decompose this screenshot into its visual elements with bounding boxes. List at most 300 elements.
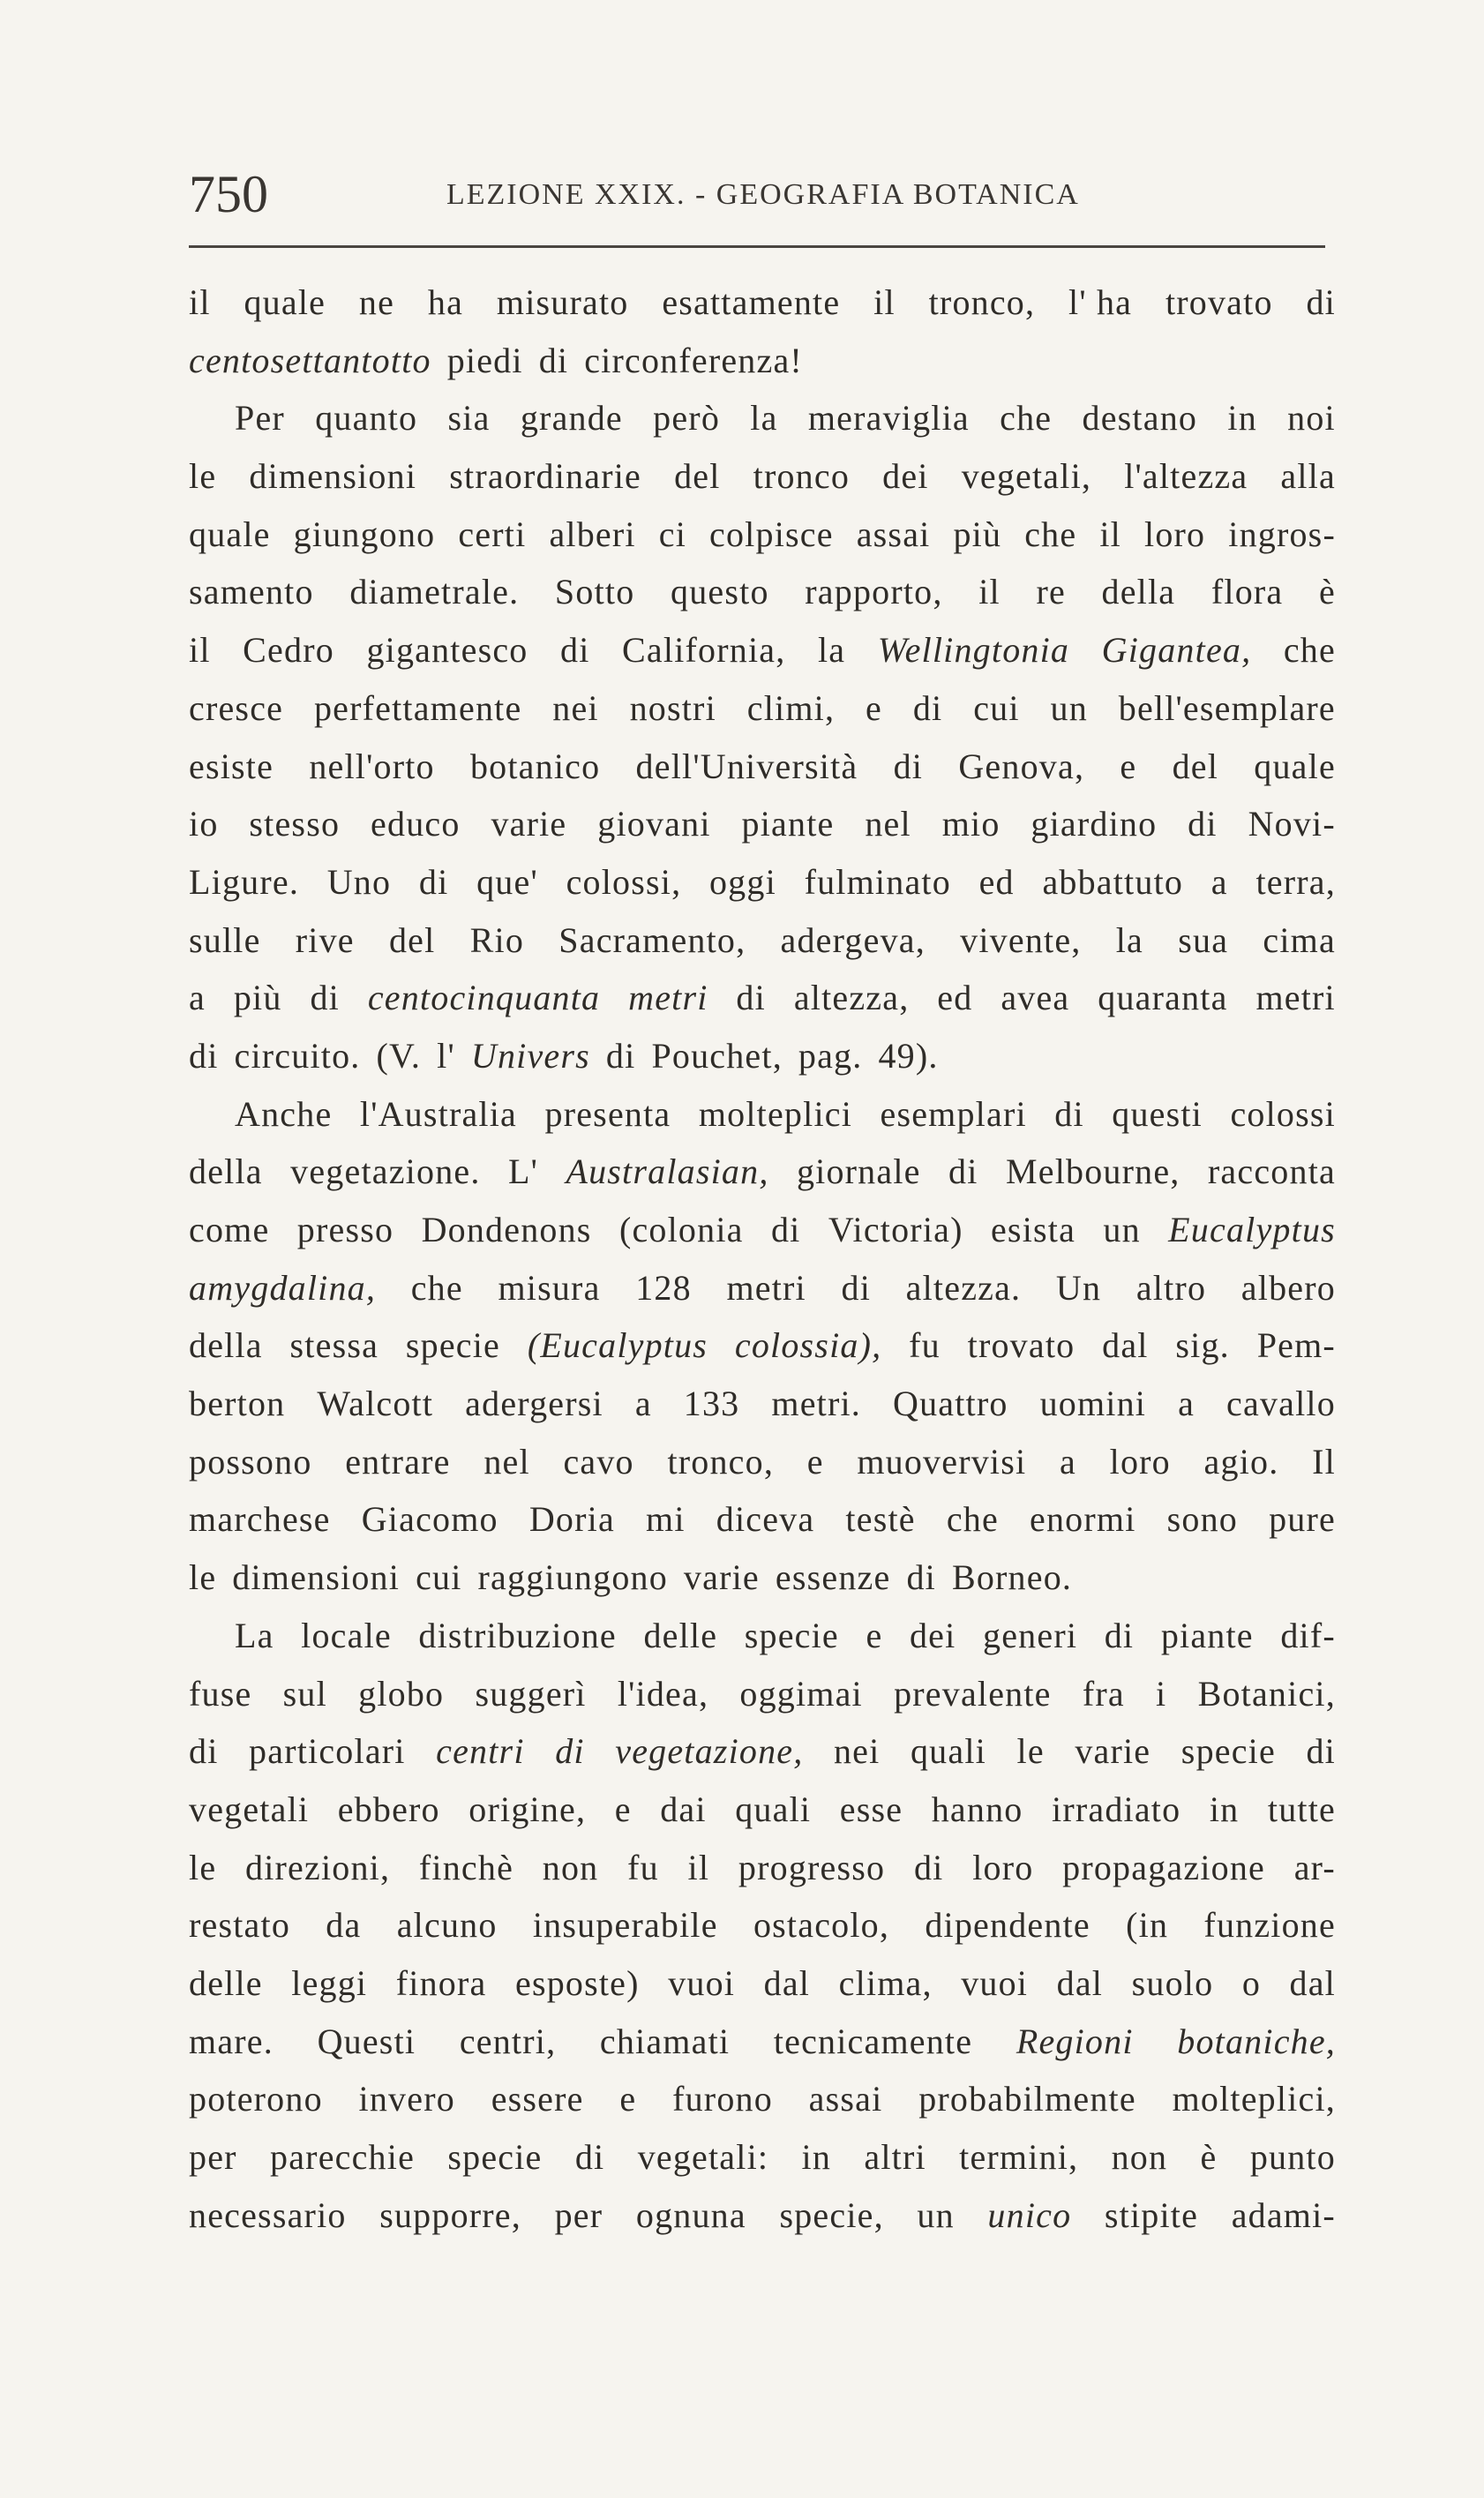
word: rapporto, bbox=[805, 572, 943, 612]
word: Cedro bbox=[243, 630, 334, 671]
word: prevalente bbox=[894, 1673, 1052, 1714]
word: per bbox=[554, 2194, 603, 2235]
text-line bbox=[189, 1549, 1353, 1607]
word: specie bbox=[405, 1325, 501, 1366]
word: oggi bbox=[708, 861, 776, 902]
word: Gigantea, bbox=[1101, 630, 1252, 671]
word: L' bbox=[507, 1151, 539, 1192]
word: fulminato bbox=[804, 861, 951, 902]
word: specie bbox=[1180, 1731, 1276, 1772]
text-line bbox=[189, 274, 1353, 332]
word: marchese bbox=[189, 1499, 331, 1540]
word: di bbox=[736, 978, 766, 1018]
word: Genova, bbox=[958, 746, 1085, 786]
word: centri bbox=[436, 1731, 525, 1772]
word: le bbox=[1016, 1731, 1045, 1772]
word: Botanici, bbox=[1197, 1673, 1336, 1714]
word: molteplici bbox=[698, 1093, 853, 1134]
word: pure bbox=[1269, 1499, 1336, 1540]
word: supporre, bbox=[379, 2194, 521, 2235]
word: restato bbox=[189, 1905, 291, 1946]
word: il bbox=[1099, 514, 1121, 554]
word: metri bbox=[726, 1267, 806, 1308]
text-line bbox=[189, 1317, 1353, 1375]
word: altezza. bbox=[905, 1267, 1022, 1308]
word: le bbox=[189, 456, 217, 497]
word: dai bbox=[660, 1789, 707, 1829]
word: che bbox=[1024, 514, 1077, 554]
word: fu bbox=[627, 1847, 659, 1887]
word: in bbox=[1209, 1789, 1240, 1829]
word: vegetazione, bbox=[615, 1731, 804, 1772]
word: vegetali: bbox=[637, 2137, 769, 2177]
word: leggi bbox=[291, 1962, 368, 2003]
word: centri, bbox=[459, 2021, 557, 2061]
word: l' ha bbox=[1068, 282, 1133, 322]
word: quanto bbox=[315, 398, 418, 439]
word: varie bbox=[491, 804, 567, 844]
word: vivente, bbox=[960, 919, 1082, 960]
word: noi bbox=[1287, 398, 1336, 439]
word: più bbox=[233, 978, 282, 1018]
word: piante bbox=[1160, 1615, 1254, 1655]
word: metri bbox=[628, 978, 708, 1018]
word: trovato bbox=[1165, 282, 1273, 322]
word: particolari bbox=[249, 1731, 406, 1772]
word: entrare bbox=[345, 1441, 451, 1482]
word: sia bbox=[447, 398, 491, 439]
word: che bbox=[946, 1499, 999, 1540]
word: alberi bbox=[549, 514, 636, 554]
word: metri. bbox=[771, 1384, 861, 1424]
word: io bbox=[189, 804, 219, 844]
word: varie bbox=[683, 1557, 760, 1598]
text-line bbox=[189, 1085, 1353, 1144]
word: la bbox=[1115, 919, 1144, 960]
running-head bbox=[189, 163, 1325, 225]
word: Univers bbox=[470, 1035, 590, 1076]
word: esista bbox=[990, 1210, 1076, 1249]
word: di bbox=[189, 1035, 219, 1076]
word: circuito. bbox=[234, 1035, 361, 1076]
word: que' bbox=[476, 861, 538, 902]
text-line bbox=[189, 1027, 1353, 1085]
word: assai bbox=[856, 514, 931, 554]
word: da bbox=[326, 1905, 362, 1946]
word: di bbox=[1054, 1093, 1084, 1134]
word: giardino bbox=[1031, 804, 1158, 844]
word: di bbox=[841, 1267, 872, 1308]
word: (in bbox=[1126, 1905, 1169, 1946]
text-line bbox=[189, 969, 1353, 1027]
word: misurato bbox=[496, 282, 629, 322]
word: chiamati bbox=[599, 2021, 731, 2061]
word: a bbox=[1178, 1384, 1195, 1424]
word: cavo bbox=[563, 1441, 634, 1482]
word: che bbox=[1283, 630, 1336, 671]
word: piedi bbox=[446, 340, 523, 380]
word: a bbox=[1060, 1441, 1076, 1482]
word: colpisce bbox=[709, 514, 834, 554]
word: dimensioni bbox=[232, 1557, 401, 1598]
word: origine, bbox=[468, 1789, 587, 1829]
word: (colonia bbox=[618, 1210, 744, 1249]
word: tronco, bbox=[667, 1441, 775, 1482]
word: Wellingtonia bbox=[877, 630, 1070, 671]
word: a bbox=[1210, 861, 1228, 902]
text-line bbox=[189, 447, 1353, 506]
word: esattamente bbox=[662, 282, 841, 322]
word: hanno bbox=[931, 1789, 1023, 1829]
word: assai bbox=[808, 2079, 883, 2119]
body-text bbox=[189, 274, 1353, 2244]
word: climi, bbox=[746, 687, 836, 728]
text-line bbox=[189, 1143, 1353, 1201]
word: varie bbox=[1075, 1731, 1151, 1772]
text-line bbox=[189, 2070, 1353, 2128]
word: questi bbox=[1112, 1093, 1203, 1134]
word: termini, bbox=[959, 2137, 1079, 2177]
text-line bbox=[189, 738, 1353, 796]
word: giornale bbox=[796, 1151, 921, 1192]
text-line bbox=[189, 2128, 1353, 2187]
word: probabilmente bbox=[918, 2079, 1136, 2119]
word: loro bbox=[1109, 1441, 1171, 1482]
word: botanico bbox=[469, 746, 601, 786]
word: un bbox=[1103, 1210, 1141, 1249]
word: sua bbox=[1178, 919, 1229, 960]
word: e bbox=[619, 2079, 637, 2119]
word: adami- bbox=[1231, 2194, 1336, 2235]
word: di bbox=[1104, 1615, 1135, 1655]
word: del bbox=[674, 456, 721, 497]
text-line bbox=[189, 563, 1353, 621]
word: presso bbox=[296, 1210, 394, 1249]
text-line bbox=[189, 1490, 1353, 1549]
word: il bbox=[189, 630, 211, 671]
word: di bbox=[418, 861, 449, 902]
word: Ligure. bbox=[189, 861, 300, 902]
word: 49). bbox=[878, 1035, 939, 1076]
word: agio. bbox=[1203, 1441, 1279, 1482]
word: come bbox=[189, 1210, 270, 1249]
word: altezza, bbox=[793, 978, 910, 1018]
word: di bbox=[189, 1731, 219, 1772]
word: di bbox=[538, 340, 569, 380]
word: dell'Università bbox=[635, 746, 858, 786]
word: le bbox=[189, 1557, 217, 1598]
word: raggiungono bbox=[477, 1557, 668, 1598]
word: della bbox=[189, 1151, 263, 1192]
word: un bbox=[917, 2194, 955, 2235]
word: flora bbox=[1210, 572, 1284, 612]
text-line bbox=[189, 1375, 1353, 1433]
text-line bbox=[189, 1896, 1353, 1954]
word: ed bbox=[978, 861, 1015, 902]
word: esse bbox=[839, 1789, 903, 1829]
word: esposte) bbox=[514, 1962, 640, 2003]
word: della bbox=[189, 1325, 263, 1366]
word: generi bbox=[983, 1615, 1078, 1655]
word: il bbox=[978, 572, 1001, 612]
word: quali bbox=[735, 1789, 812, 1829]
word: colossia), bbox=[734, 1325, 882, 1366]
word: grande bbox=[520, 398, 623, 439]
word: il bbox=[873, 282, 896, 322]
word: La bbox=[235, 1615, 274, 1655]
word: colossi, bbox=[566, 861, 682, 902]
word: l' bbox=[437, 1035, 455, 1076]
word: Per bbox=[235, 398, 285, 439]
word: educo bbox=[371, 804, 461, 844]
word: l'idea, bbox=[617, 1673, 709, 1714]
word: Dondenons bbox=[421, 1210, 592, 1249]
word: specie, bbox=[779, 2194, 884, 2235]
word: Regioni bbox=[1016, 2021, 1134, 2061]
word: di bbox=[913, 1847, 944, 1887]
word: per bbox=[189, 2137, 237, 2177]
word: di bbox=[1306, 1731, 1336, 1772]
word: direzioni, bbox=[245, 1847, 391, 1887]
word: vegetazione. bbox=[290, 1151, 481, 1192]
word: e bbox=[866, 687, 882, 728]
word: quale bbox=[1254, 746, 1336, 786]
word: perfettamente bbox=[313, 687, 522, 728]
word: punto bbox=[1249, 2137, 1336, 2177]
word: ne bbox=[358, 282, 395, 322]
word: finora bbox=[395, 1962, 487, 2003]
text-line bbox=[189, 2187, 1353, 2245]
word: dal bbox=[1056, 1962, 1104, 2003]
word: ostacolo, bbox=[753, 1905, 890, 1946]
word: straordinarie bbox=[449, 456, 641, 497]
word: a bbox=[189, 978, 206, 1018]
word: vegetali bbox=[189, 1789, 310, 1829]
word: Il bbox=[1312, 1441, 1336, 1482]
word: metri bbox=[1255, 978, 1336, 1018]
word: nostri bbox=[629, 687, 716, 728]
word: ed bbox=[937, 978, 973, 1018]
word: che bbox=[1000, 398, 1053, 439]
word: di bbox=[574, 2137, 605, 2177]
word: re bbox=[1036, 572, 1066, 612]
text-line bbox=[189, 1781, 1353, 1839]
word: necessario bbox=[189, 2194, 347, 2235]
header-rule bbox=[189, 245, 1325, 248]
word: Walcott bbox=[317, 1384, 434, 1424]
word: cresce bbox=[189, 687, 284, 728]
word: e bbox=[866, 1615, 883, 1655]
word: nel bbox=[483, 1441, 530, 1482]
word: dal bbox=[1289, 1962, 1336, 2003]
word: misura bbox=[498, 1267, 601, 1308]
word: Borneo. bbox=[951, 1557, 1073, 1598]
word: nell'orto bbox=[309, 746, 435, 786]
word: sono bbox=[1166, 1499, 1239, 1540]
text-line bbox=[189, 1259, 1353, 1317]
word: adergeva, bbox=[780, 919, 926, 960]
word: irradiato bbox=[1052, 1789, 1181, 1829]
word: bell'esemplare bbox=[1118, 687, 1336, 728]
word: quaranta bbox=[1098, 978, 1228, 1018]
word: nel bbox=[865, 804, 911, 844]
word: in bbox=[801, 2137, 832, 2177]
word: centocinquanta bbox=[367, 978, 601, 1018]
word: dimensioni bbox=[249, 456, 417, 497]
word: essere bbox=[491, 2079, 584, 2119]
word: 128 bbox=[635, 1267, 692, 1308]
text-line bbox=[189, 2013, 1353, 2071]
text-line bbox=[189, 1722, 1353, 1781]
word: fu bbox=[909, 1325, 941, 1366]
word: alcuno bbox=[396, 1905, 498, 1946]
word: propagazione bbox=[1062, 1847, 1265, 1887]
word: di bbox=[605, 1035, 636, 1076]
word: samento bbox=[189, 572, 314, 612]
word: racconta bbox=[1207, 1151, 1336, 1192]
word: la bbox=[750, 398, 778, 439]
text-line bbox=[189, 679, 1353, 738]
word: di bbox=[948, 1151, 978, 1192]
word: 133 bbox=[683, 1384, 740, 1424]
word: altro bbox=[1135, 1267, 1207, 1308]
word: fra bbox=[1082, 1673, 1125, 1714]
word: colossi bbox=[1230, 1093, 1336, 1134]
word: cui bbox=[973, 687, 1020, 728]
word: Rio bbox=[469, 919, 525, 960]
word: tronco, bbox=[928, 282, 1036, 322]
word: non bbox=[542, 1847, 599, 1887]
word: rive bbox=[295, 919, 355, 960]
text-line bbox=[189, 1839, 1353, 1897]
word: meraviglia bbox=[807, 398, 970, 439]
word: gigantesco bbox=[366, 630, 528, 671]
word: dal bbox=[1102, 1325, 1149, 1366]
word: Melbourne, bbox=[1005, 1151, 1180, 1192]
text-line bbox=[189, 1954, 1353, 2013]
word: (Eucalyptus bbox=[527, 1325, 708, 1366]
word: diceva bbox=[716, 1499, 815, 1540]
word: dipendente bbox=[925, 1905, 1091, 1946]
word: specie bbox=[744, 1615, 839, 1655]
word: nei bbox=[552, 687, 599, 728]
text-line bbox=[189, 1433, 1353, 1491]
word: i bbox=[1156, 1673, 1167, 1714]
word: possono bbox=[189, 1441, 312, 1482]
text-line bbox=[189, 389, 1353, 447]
word: non bbox=[1111, 2137, 1168, 2177]
word: parecchie bbox=[270, 2137, 416, 2177]
word: la bbox=[817, 630, 846, 671]
word: tronco bbox=[753, 456, 851, 497]
word: Novi- bbox=[1248, 804, 1336, 844]
text-line bbox=[189, 506, 1353, 564]
word: è bbox=[1319, 572, 1336, 612]
word: insuperabile bbox=[532, 1905, 718, 1946]
word: specie bbox=[447, 2137, 543, 2177]
word: (V. bbox=[376, 1035, 422, 1076]
word: mio bbox=[941, 804, 1001, 844]
word: oggimai bbox=[739, 1673, 863, 1714]
word: funzione bbox=[1203, 1905, 1336, 1946]
word: quali bbox=[910, 1731, 986, 1772]
word: o bbox=[1241, 1962, 1262, 2003]
word: l'Australia bbox=[359, 1093, 518, 1134]
word: terra, bbox=[1255, 861, 1336, 902]
word: giovani bbox=[597, 804, 711, 844]
text-line bbox=[189, 1201, 1353, 1259]
word: essenze bbox=[775, 1557, 891, 1598]
word: che bbox=[410, 1267, 463, 1308]
word: diametrale. bbox=[349, 572, 520, 612]
word: giungono bbox=[293, 514, 436, 554]
word: loro bbox=[1144, 514, 1206, 554]
word: ognuna bbox=[635, 2194, 746, 2235]
word: della bbox=[1101, 572, 1176, 612]
word: progresso bbox=[738, 1847, 886, 1887]
word: amygdalina, bbox=[189, 1267, 377, 1308]
word: stessa bbox=[289, 1325, 379, 1366]
text-line bbox=[189, 1665, 1353, 1723]
word: certi bbox=[458, 514, 527, 554]
word: di bbox=[555, 1731, 585, 1772]
word: trovato bbox=[967, 1325, 1076, 1366]
word: e bbox=[614, 1789, 632, 1829]
word: ha bbox=[427, 282, 464, 322]
word: circonferenza! bbox=[584, 340, 803, 380]
text-line bbox=[189, 911, 1353, 970]
word: in bbox=[1227, 398, 1257, 439]
word: vuoi bbox=[961, 1962, 1029, 2003]
word: e bbox=[806, 1441, 824, 1482]
word: però bbox=[653, 398, 721, 439]
word: del bbox=[1172, 746, 1219, 786]
word: destano bbox=[1082, 398, 1198, 439]
word: Quattro bbox=[892, 1384, 1008, 1424]
word: di bbox=[310, 978, 340, 1018]
word: dal bbox=[763, 1962, 811, 2003]
word: enormi bbox=[1030, 1499, 1136, 1540]
word: il bbox=[189, 282, 211, 322]
word: uomini bbox=[1039, 1384, 1147, 1424]
word: altri bbox=[864, 2137, 926, 2177]
text-line bbox=[189, 795, 1353, 853]
word: di bbox=[893, 746, 924, 786]
word: vuoi bbox=[668, 1962, 736, 2003]
word: Questi bbox=[317, 2021, 416, 2061]
word: di bbox=[560, 630, 590, 671]
word: di bbox=[1306, 282, 1336, 322]
word: berton bbox=[189, 1384, 286, 1424]
word: dei bbox=[909, 1615, 956, 1655]
word: Anche bbox=[235, 1093, 333, 1134]
word: adergersi bbox=[465, 1384, 603, 1424]
word: del bbox=[388, 919, 436, 960]
word: clima, bbox=[838, 1962, 933, 2003]
word: cui bbox=[416, 1557, 462, 1598]
word: pag. bbox=[798, 1035, 863, 1076]
word: avea bbox=[1001, 978, 1070, 1018]
word: molteplici, bbox=[1172, 2079, 1336, 2119]
word: California, bbox=[622, 630, 786, 671]
word: presenta bbox=[544, 1093, 671, 1134]
word: stipite bbox=[1104, 2194, 1199, 2235]
word: poterono bbox=[189, 2079, 323, 2119]
word: esemplari bbox=[880, 1093, 1027, 1134]
word: ebbero bbox=[337, 1789, 440, 1829]
word: fuse bbox=[189, 1673, 252, 1714]
word: invero bbox=[358, 2079, 455, 2119]
